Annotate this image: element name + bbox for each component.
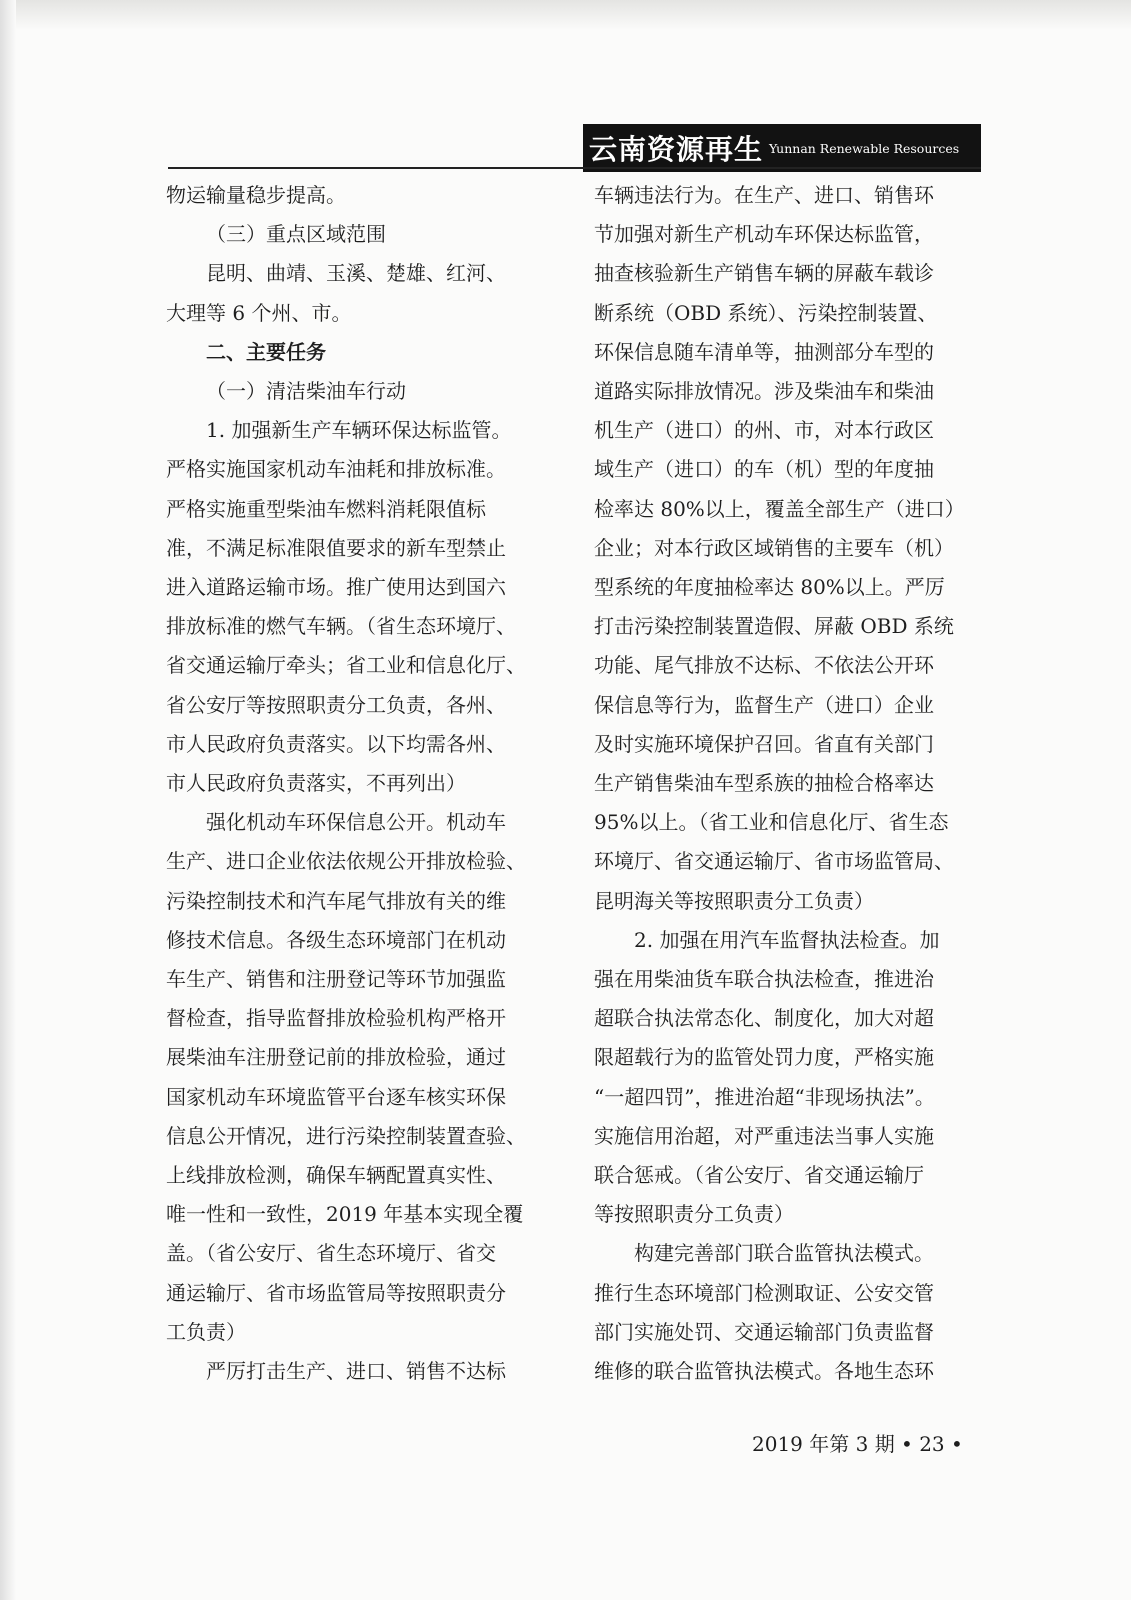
text-line: 污染控制技术和汽车尾气排放有关的维 (166, 888, 506, 913)
text-line: 准，不满足标准限值要求的新车型禁止 (166, 535, 506, 560)
text-line: 督检查，指导监督排放检验机构严格开 (166, 1006, 506, 1031)
text-line: 修技术信息。各级生态环境部门在机动 (166, 927, 506, 952)
text-line: 抽查核验新生产销售车辆的屏蔽车载诊 (594, 261, 934, 286)
text-line: 2. 加强在用汽车监督执法检查。加 (634, 927, 940, 952)
text-line: 唯一性和一致性，2019 年基本实现全覆 (166, 1202, 524, 1227)
text-line: 维修的联合监管执法模式。各地生态环 (594, 1359, 934, 1384)
text-line: 严厉打击生产、进口、销售不达标 (206, 1359, 506, 1384)
text-line: 市人民政府负责落实，不再列出） (166, 771, 466, 796)
text-line: 环境厅、省交通运输厅、省市场监管局、 (594, 849, 954, 874)
text-line: 进入道路运输市场。推广使用达到国六 (166, 575, 506, 600)
text-line: 严格实施国家机动车油耗和排放标准。 (166, 457, 506, 482)
section-heading: （一）清洁柴油车行动 (206, 379, 406, 404)
journal-header-banner (583, 124, 981, 172)
text-line: 断系统（OBD 系统）、污染控制装置、 (594, 300, 938, 325)
text-line: 物运输量稳步提高。 (166, 183, 346, 207)
text-line: 上线排放检测，确保车辆配置真实性、 (166, 1163, 506, 1188)
text-line: 等按照职责分工负责） (594, 1202, 794, 1227)
text-line: 环保信息随车清单等，抽测部分车型的 (594, 339, 934, 364)
left-text-column (166, 176, 536, 1391)
text-line: 排放标准的燃气车辆。（省生态环境厅、 (166, 614, 516, 639)
journal-title-cn: 云南资源再生 (589, 133, 764, 166)
text-line: 通运输厅、省市场监管局等按照职责分 (166, 1280, 506, 1305)
text-line: 构建完善部门联合监管执法模式。 (634, 1241, 934, 1266)
text-line: 功能、尾气排放不达标、不依法公开环 (594, 653, 934, 678)
text-line: 信息公开情况，进行污染控制装置查验、 (166, 1123, 526, 1148)
text-line: 严格实施重型柴油车燃料消耗限值标 (166, 496, 486, 521)
scan-edge-left (0, 0, 16, 1600)
text-line: 市人民政府负责落实。以下均需各州、 (166, 731, 506, 756)
text-line: 车生产、销售和注册登记等环节加强监 (166, 967, 506, 992)
right-text-column (594, 176, 964, 1391)
text-line: 推行生态环境部门检测取证、公安交管 (594, 1280, 934, 1305)
text-line: 展柴油车注册登记前的排放检验，通过 (166, 1045, 506, 1070)
text-line: 节加强对新生产机动车环保达标监管， (594, 222, 934, 247)
text-line: 实施信用治超，对严重违法当事人实施 (594, 1123, 934, 1148)
text-line: “一超四罚”，推进治超“非现场执法”。 (594, 1084, 935, 1109)
text-line: 企业；对本行政区域销售的主要车（机） (594, 535, 954, 560)
text-line: 1. 加强新生产车辆环保达标监管。 (206, 418, 512, 443)
text-line: 保信息等行为，监督生产（进口）企业 (594, 692, 934, 717)
journal-title-en: Yunnan Renewable Resources (769, 140, 960, 156)
text-line: 国家机动车环境监管平台逐车核实环保 (166, 1084, 506, 1109)
section-heading: （三）重点区域范围 (206, 222, 386, 247)
text-line: 省交通运输厅牵头；省工业和信息化厅、 (166, 653, 526, 678)
text-line: 道路实际排放情况。涉及柴油车和柴油 (594, 379, 934, 404)
text-line: 及时实施环境保护召回。省直有关部门 (594, 731, 934, 756)
text-line: 大理等 6 个州、市。 (166, 300, 352, 325)
text-line: 超联合执法常态化、制度化，加大对超 (594, 1006, 934, 1031)
header-rule (168, 167, 981, 169)
text-line: 车辆违法行为。在生产、进口、销售环 (594, 183, 934, 207)
text-line: 昆明海关等按照职责分工负责） (594, 888, 874, 913)
text-line: 部门实施处罚、交通运输部门负责监督 (594, 1319, 934, 1344)
text-line: 盖。（省公安厅、省生态环境厅、省交 (166, 1241, 496, 1266)
text-line: 95%以上。（省工业和信息化厅、省生态 (594, 810, 949, 835)
text-line: 联合惩戒。（省公安厅、省交通运输厅 (594, 1163, 924, 1188)
text-line: 强在用柴油货车联合执法检查，推进治 (594, 967, 934, 992)
text-line: 型系统的年度抽检率达 80%以上。严厉 (594, 575, 945, 600)
text-line: 昆明、曲靖、玉溪、楚雄、红河、 (206, 261, 506, 286)
section-heading: 二、主要任务 (206, 339, 326, 364)
text-line: 生产、进口企业依法依规公开排放检验、 (166, 849, 526, 874)
text-line: 域生产（进口）的车（机）型的年度抽 (594, 457, 934, 482)
text-line: 省公安厅等按照职责分工负责，各州、 (166, 692, 506, 717)
text-line: 机生产（进口）的州、市，对本行政区 (594, 418, 934, 443)
scan-edge-top (0, 0, 1131, 30)
text-line: 生产销售柴油车型系族的抽检合格率达 (594, 771, 934, 796)
page-footer: 2019 年第 3 期 • 23 • (752, 1432, 963, 1456)
text-line: 限超载行为的监管处罚力度，严格实施 (594, 1045, 934, 1070)
text-line: 检率达 80%以上，覆盖全部生产（进口） (594, 496, 965, 521)
text-line: 强化机动车环保信息公开。机动车 (206, 810, 506, 835)
text-line: 工负责） (166, 1319, 246, 1344)
text-line: 打击污染控制装置造假、屏蔽 OBD 系统 (594, 614, 954, 639)
